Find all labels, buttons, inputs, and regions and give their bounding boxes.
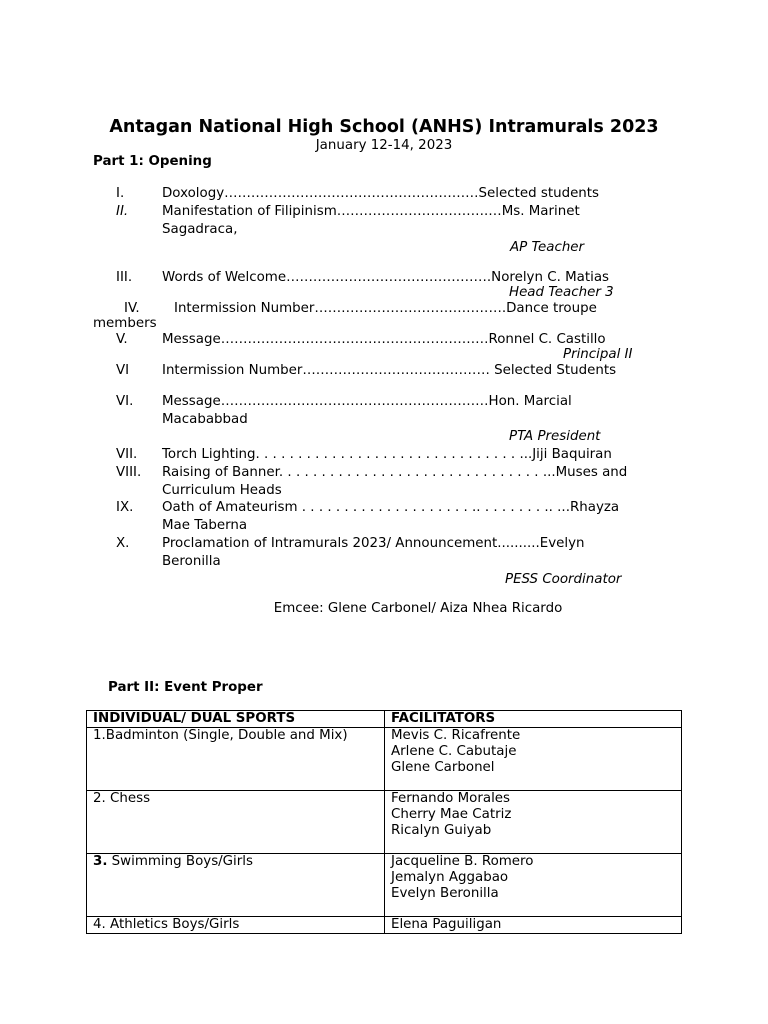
event-number: 3. [93, 854, 108, 869]
event-name: 1.Badminton (Single, Double and Mix) [93, 728, 348, 743]
item-text-continued: members [93, 316, 157, 331]
item-text-continued: Beronilla [162, 554, 221, 569]
item-text: Raising of Banner. . . . . . . . . . . . . . . . . . . . . . . . . . . . . . . ...Muses and [162, 465, 628, 480]
item-role: PTA President [509, 429, 601, 444]
item-number: IV. [124, 301, 140, 316]
facilitator-name: Evelyn Beronilla [391, 886, 499, 901]
table-header-row [87, 711, 682, 728]
item-text: Oath of Amateurism . . . . . . . . . . . . . . . . . . . . .. . . . . . . . .. ...Rhayza [162, 500, 620, 515]
item-number: VI. [116, 394, 134, 409]
item-number: V. [116, 332, 128, 347]
facilitators-cell [385, 854, 682, 917]
table-row [87, 854, 682, 917]
item-text: Manifestation of Filipinism…………………………….…Ms. Marinet [162, 204, 580, 219]
facilitator-name: Mevis C. Ricafrente [391, 728, 521, 743]
item-number: VIII. [116, 465, 142, 480]
table-row [87, 917, 682, 934]
events-table [86, 710, 682, 934]
event-cell [87, 791, 385, 854]
event-cell [87, 728, 385, 791]
table-row [87, 791, 682, 854]
item-text: Message……………………………………………………Hon. Marcial [162, 394, 572, 409]
document-title: Antagan National High School (ANHS) Intramurals 2023 [109, 117, 659, 137]
item-role: Principal II [563, 347, 633, 362]
item-text: Intermission Number…………………………………….Dance troupe [174, 301, 597, 316]
header-facilitators: FACILITATORS [385, 711, 682, 728]
part2-heading: Part II: Event Proper [108, 680, 263, 695]
facilitator-name: Elena Paguiligan [391, 917, 502, 932]
facilitator-name: Fernando Morales [391, 791, 510, 806]
item-number: VII. [116, 447, 138, 462]
facilitator-name: Arlene C. Cabutaje [391, 744, 517, 759]
item-number: III. [116, 270, 133, 285]
item-number: VI [116, 363, 130, 378]
item-text-continued: Mae Taberna [162, 518, 248, 533]
item-role: AP Teacher [510, 240, 585, 255]
item-text: Intermission Number…………………………………… Selected Students [162, 363, 617, 378]
item-number: I. [116, 186, 125, 201]
facilitator-name: Glene Carbonel [391, 760, 495, 775]
event-cell [87, 854, 385, 917]
event-cell [87, 917, 385, 934]
item-text: Message……………………………………………………Ronnel C. Castillo [162, 332, 606, 347]
facilitator-name: Cherry Mae Catriz [391, 807, 512, 822]
item-text-continued: Curriculum Heads [162, 483, 282, 498]
item-role: PESS Coordinator [505, 572, 622, 587]
item-number: X. [116, 536, 130, 551]
facilitators-cell [385, 917, 682, 934]
item-role: Head Teacher 3 [509, 285, 614, 300]
item-text: Doxology…………………………………………………Selected students [162, 186, 600, 201]
emcee-line: Emcee: Glene Carbonel/ Aiza Nhea Ricardo [273, 601, 563, 616]
event-name: 4. Athletics Boys/Girls [93, 917, 240, 932]
facilitators-cell [385, 791, 682, 854]
item-text: Words of Welcome……………………………………….Norelyn C. Matias [162, 270, 610, 285]
facilitator-name: Ricalyn Guiyab [391, 823, 492, 838]
item-text: Torch Lighting. . . . . . . . . . . . . . . . . . . . . . . . . . . . . . . ...Jiji Baquiran [162, 447, 612, 462]
facilitators-cell [385, 728, 682, 791]
facilitator-name: Jemalyn Aggabao [391, 870, 509, 885]
item-text-continued: Sagadraca, [162, 222, 238, 237]
header-sports: INDIVIDUAL/ DUAL SPORTS [87, 711, 385, 728]
table-row [87, 728, 682, 791]
item-text: Proclamation of Intramurals 2023/ Announcement..........Evelyn [162, 536, 585, 551]
part1-heading: Part 1: Opening [93, 154, 212, 169]
item-number: IX. [116, 500, 134, 515]
event-name: 2. Chess [93, 791, 151, 806]
facilitator-name: Jacqueline B. Romero [391, 854, 534, 869]
event-name: Swimming Boys/Girls [107, 854, 253, 869]
event-date: January 12-14, 2023 [315, 138, 453, 153]
item-text-continued: Macababbad [162, 412, 248, 427]
item-number: II. [116, 204, 129, 219]
